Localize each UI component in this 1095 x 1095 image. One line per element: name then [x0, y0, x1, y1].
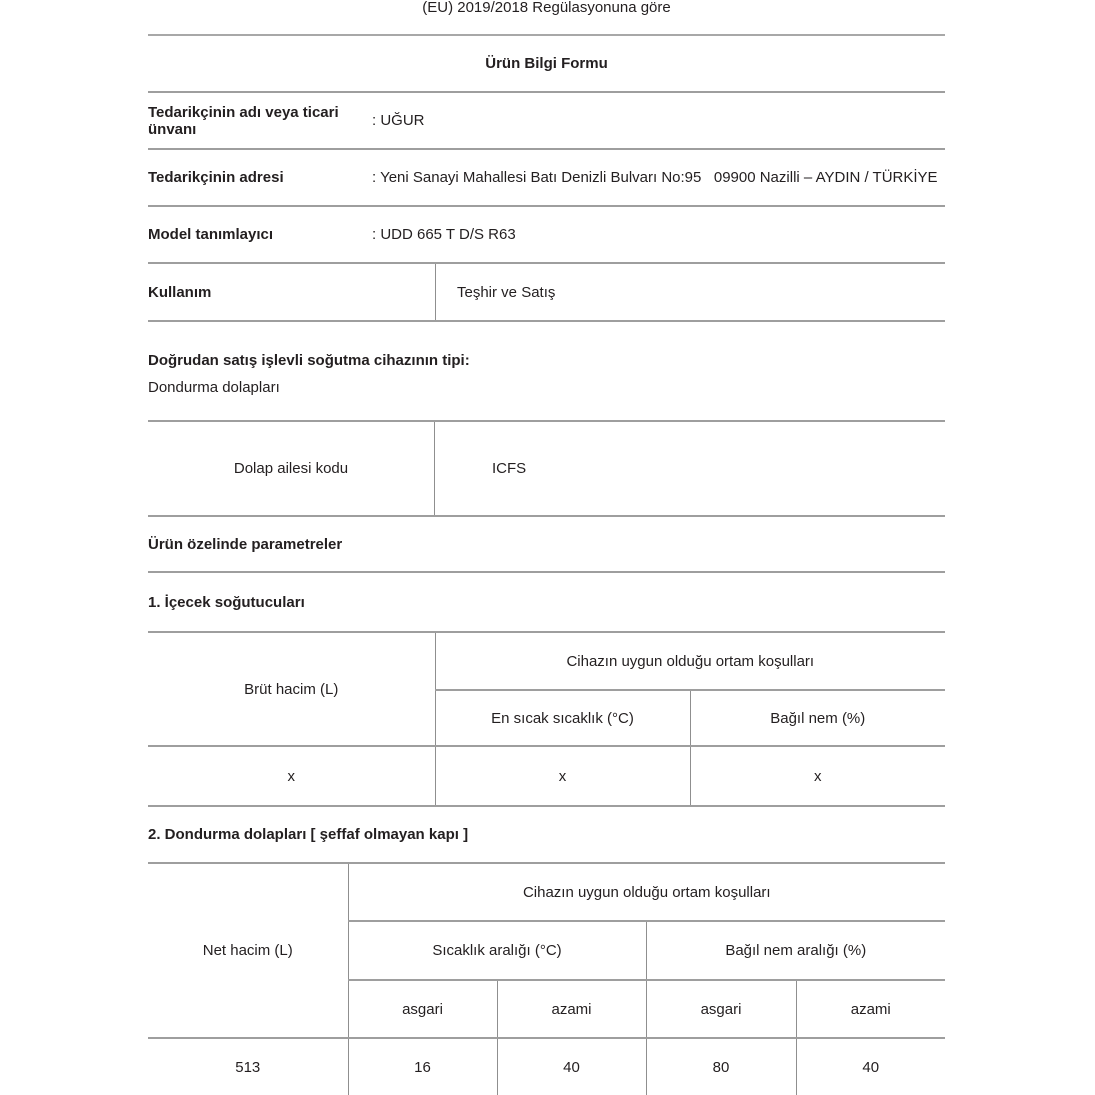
usage-label: Kullanım	[148, 283, 212, 301]
supplier-name-label: Tedarikçinin adı veya ticari ünvanı	[148, 103, 339, 138]
form-title: Ürün Bilgi Formu	[148, 36, 945, 93]
supplier-address-value: : Yeni Sanayi Mahallesi Batı Denizli Bulvarı No:95 09900 Nazilli – AYDIN / TÜRKİYE	[372, 169, 938, 186]
model-identifier-row	[148, 207, 945, 264]
t2-subheader-min-humidity: asgari	[646, 980, 796, 1038]
t1-col1-header: Brüt hacim (L)	[148, 632, 435, 746]
t1-data-cell: x	[148, 746, 435, 806]
t2-data-temp-max: 40	[497, 1038, 646, 1095]
t2-temp-header: Sıcaklık aralığı (°C)	[348, 921, 646, 980]
t2-data-temp-min: 16	[348, 1038, 497, 1095]
t1-data-cell: x	[690, 746, 945, 806]
regulation-note: (EU) 2019/2018 Regülasyonuna göre	[148, 0, 945, 36]
form-content	[148, 0, 945, 1095]
t1-col2-header: En sıcak sıcaklık (°C)	[435, 690, 690, 746]
t2-group-header: Cihazın uygun olduğu ortam koşulları	[348, 863, 945, 921]
supplier-name-row	[148, 93, 945, 150]
beverage-coolers-table	[148, 631, 945, 807]
t2-subheader-max-humidity: azami	[796, 980, 945, 1038]
supplier-address-label: Tedarikçinin adresi	[148, 169, 284, 186]
supplier-address-row	[148, 150, 945, 207]
cabinet-family-label: Dolap ailesi kodu	[233, 460, 349, 477]
device-type-label: Doğrudan satış işlevli soğutma cihazının tipi:	[148, 352, 470, 369]
t2-data-net-volume: 513	[148, 1038, 348, 1095]
t2-data-humidity-max: 40	[796, 1038, 945, 1095]
usage-row	[148, 264, 945, 322]
section2-heading: 2. Dondurma dolapları [ şeffaf olmayan kapı ]	[148, 826, 469, 843]
t2-data-humidity-min: 80	[646, 1038, 796, 1095]
t1-col3-header: Bağıl nem (%)	[770, 709, 866, 727]
t1-group-header: Cihazın uygun olduğu ortam koşulları	[435, 632, 945, 690]
usage-value: Teşhir ve Satış	[435, 264, 945, 320]
device-type-value: Dondurma dolapları	[148, 379, 280, 396]
cabinet-family-value: ICFS	[434, 422, 945, 515]
parameters-heading: Ürün özelinde parametreler	[148, 517, 945, 573]
supplier-name-value: : UĞUR	[372, 112, 425, 129]
t1-data-cell: x	[435, 746, 690, 806]
t2-subheader-min-temp: asgari	[348, 980, 497, 1038]
t2-col1-header: Net hacim (L)	[148, 863, 348, 1038]
t2-humidity-header: Bağıl nem aralığı (%)	[725, 942, 867, 959]
model-identifier-value: : UDD 665 T D/S R63	[372, 226, 516, 243]
section1-heading: 1. İçecek soğutucuları	[148, 593, 305, 611]
t2-subheader-max-temp: azami	[497, 980, 646, 1038]
cabinet-family-row	[148, 420, 945, 517]
model-identifier-label: Model tanımlayıcı	[148, 226, 274, 243]
device-type-section	[148, 322, 945, 420]
ice-cream-freezers-table	[148, 862, 945, 1095]
